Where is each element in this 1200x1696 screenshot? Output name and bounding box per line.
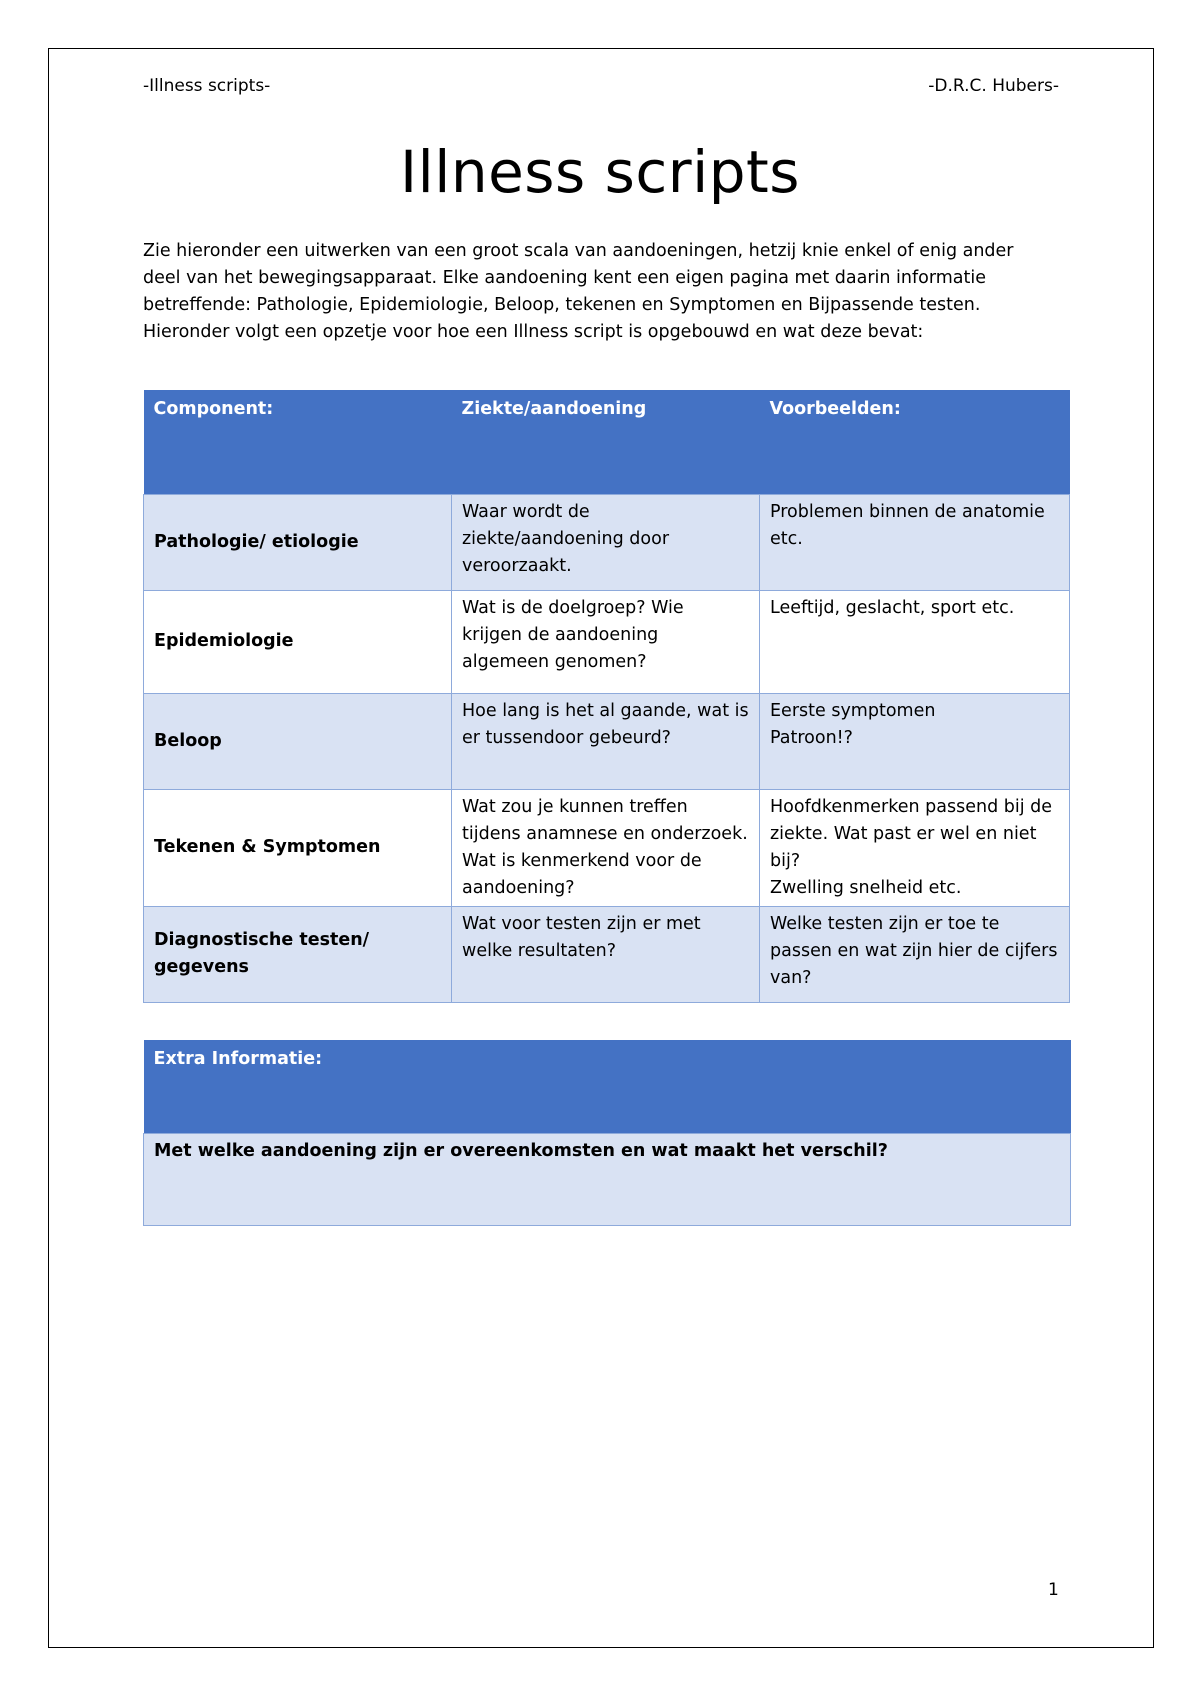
- row-example: Welke testen zijn er toe te passen en wat zijn hier de cijfers van?: [760, 906, 1070, 1002]
- extra-info-table: [143, 1040, 1071, 1226]
- row-question: Wat is de doelgroep? Wie krijgen de aandoening algemeen genomen?: [452, 590, 760, 693]
- table-row: [144, 693, 1070, 789]
- row-example: Eerste symptomen Patroon!?: [760, 693, 1070, 789]
- extra-info-header: Extra Informatie:: [144, 1040, 1071, 1133]
- row-component: Tekenen & Symptomen: [144, 789, 452, 906]
- row-question: Wat voor testen zijn er met welke resultaten?: [452, 906, 760, 1002]
- row-example: Hoofdkenmerken passend bij de ziekte. Wat past er wel en niet bij? Zwelling snelheid etc.: [760, 789, 1070, 906]
- row-question: Waar wordt de ziekte/aandoening door veroorzaakt.: [452, 494, 760, 590]
- extra-row: [144, 1133, 1071, 1225]
- row-component: Beloop: [144, 693, 452, 789]
- page-title: Illness scripts: [400, 138, 800, 206]
- header-left: -Illness scripts-: [143, 76, 271, 96]
- header-component: Component:: [144, 390, 452, 494]
- extra-info-question: Met welke aandoening zijn er overeenkomsten en wat maakt het verschil?: [144, 1133, 1071, 1225]
- extra-header-row: [144, 1040, 1071, 1133]
- header-examples: Voorbeelden:: [760, 390, 1070, 494]
- row-component: Diagnostische testen/ gegevens: [144, 906, 452, 1002]
- row-question: Hoe lang is het al gaande, wat is er tussendoor gebeurd?: [452, 693, 760, 789]
- page-number: 1: [1048, 1580, 1059, 1600]
- table-header-row: [144, 390, 1070, 494]
- table-row: [144, 789, 1070, 906]
- row-component: Epidemiologie: [144, 590, 452, 693]
- row-example: Leeftijd, geslacht, sport etc.: [760, 590, 1070, 693]
- table-row: [144, 494, 1070, 590]
- row-example: Problemen binnen de anatomie etc.: [760, 494, 1070, 590]
- intro-paragraph: Zie hieronder een uitwerken van een groot scala van aandoeningen, hetzij knie enkel of enig ander deel van het bewegingsapparaat. Elke aandoening kent een eigen pagina met daarin informatie betreffende: Pathologie, Epidemiologie, Beloop, tekenen en Symptomen en Bijpassende testen. Hieronder volgt een opzetje voor hoe een Illness script is opgebouwd en wat deze bevat:: [143, 241, 1014, 342]
- row-question: Wat zou je kunnen treffen tijdens anamnese en onderzoek. Wat is kenmerkend voor de aandoening?: [452, 789, 760, 906]
- header-condition: Ziekte/aandoening: [452, 390, 760, 494]
- header-right: -D.R.C. Hubers-: [928, 76, 1059, 96]
- row-component: Pathologie/ etiologie: [144, 494, 452, 590]
- table-row: [144, 906, 1070, 1002]
- illness-script-table: [143, 390, 1070, 1003]
- table-row: [144, 590, 1070, 693]
